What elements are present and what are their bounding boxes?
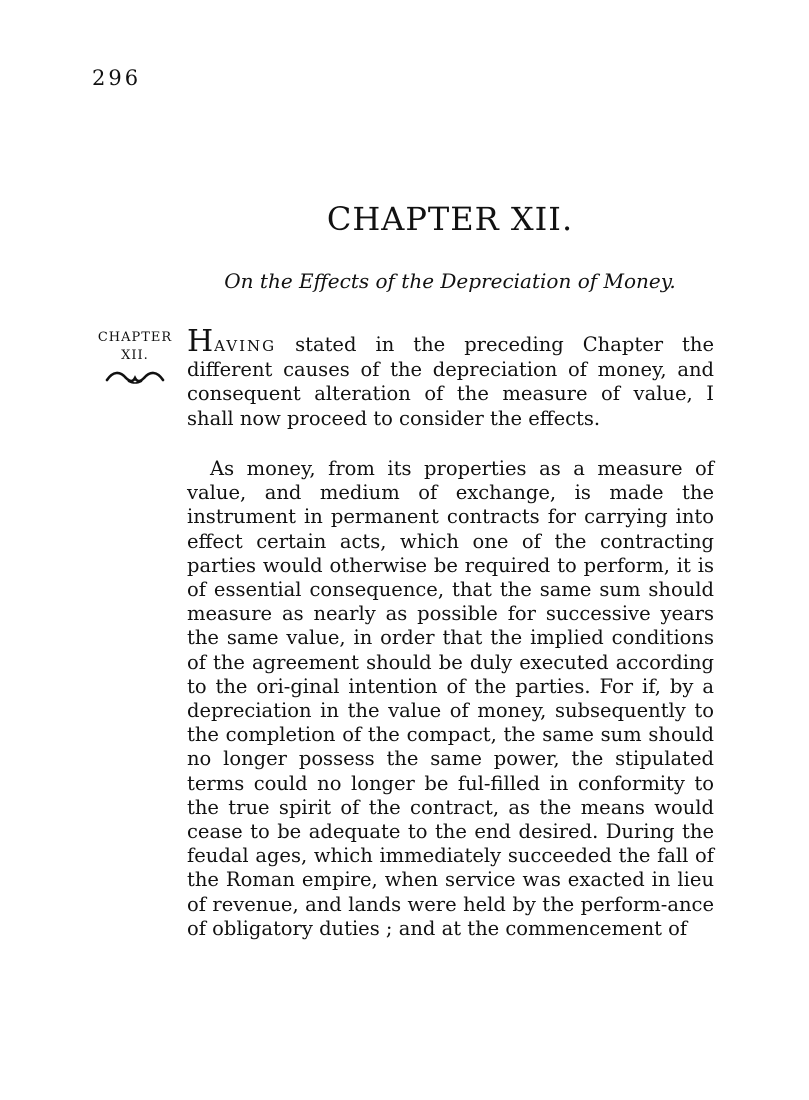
paragraph-1-text: stated in the preceding Chapter the different causes of the depreciation of money, and consequent alteration of the measure of value, I shall now proceed to consider the effects. [187, 333, 714, 430]
flourish-ornament-icon [104, 367, 166, 385]
chapter-subtitle: On the Effects of the Depreciation of Money. [224, 269, 676, 293]
chapter-title: CHAPTER XII. [326, 200, 574, 238]
marginal-note-line-1: CHAPTER [97, 330, 173, 345]
marginal-note [90, 329, 180, 385]
paragraph-2: As money, from its properties as a measure of value, and medium of exchange, is made the instrument in permanent contracts for carrying into effect certain acts, which one of the contracting parties would otherwise be required to perform, it is of essential consequence, that the same sum should measure as nearly as possible for successive years the same value, in order that the implied conditions of the agreement should be duly executed according to the ori-ginal intention of the parties. For if, by a depreciation in the value of money, subsequently to the completion of the compact, the same sum should no longer possess the same power, the stipulated terms could no longer be ful-filled in conformity to the true spirit of the contract, as the means would cease to be adequate to the end desired. During the feudal ages, which immediately succeeded the fall of the Roman empire, when service was exacted in lieu of revenue, and lands were held by the perform-ance of obligatory duties ; and at the commencement of [187, 457, 714, 940]
paragraph-1 [187, 324, 714, 431]
lead-small-caps: AVING [214, 337, 277, 355]
marginal-note-line-2: XII. [121, 348, 149, 363]
page-number: 296 [92, 66, 142, 90]
drop-initial: H [187, 324, 215, 359]
